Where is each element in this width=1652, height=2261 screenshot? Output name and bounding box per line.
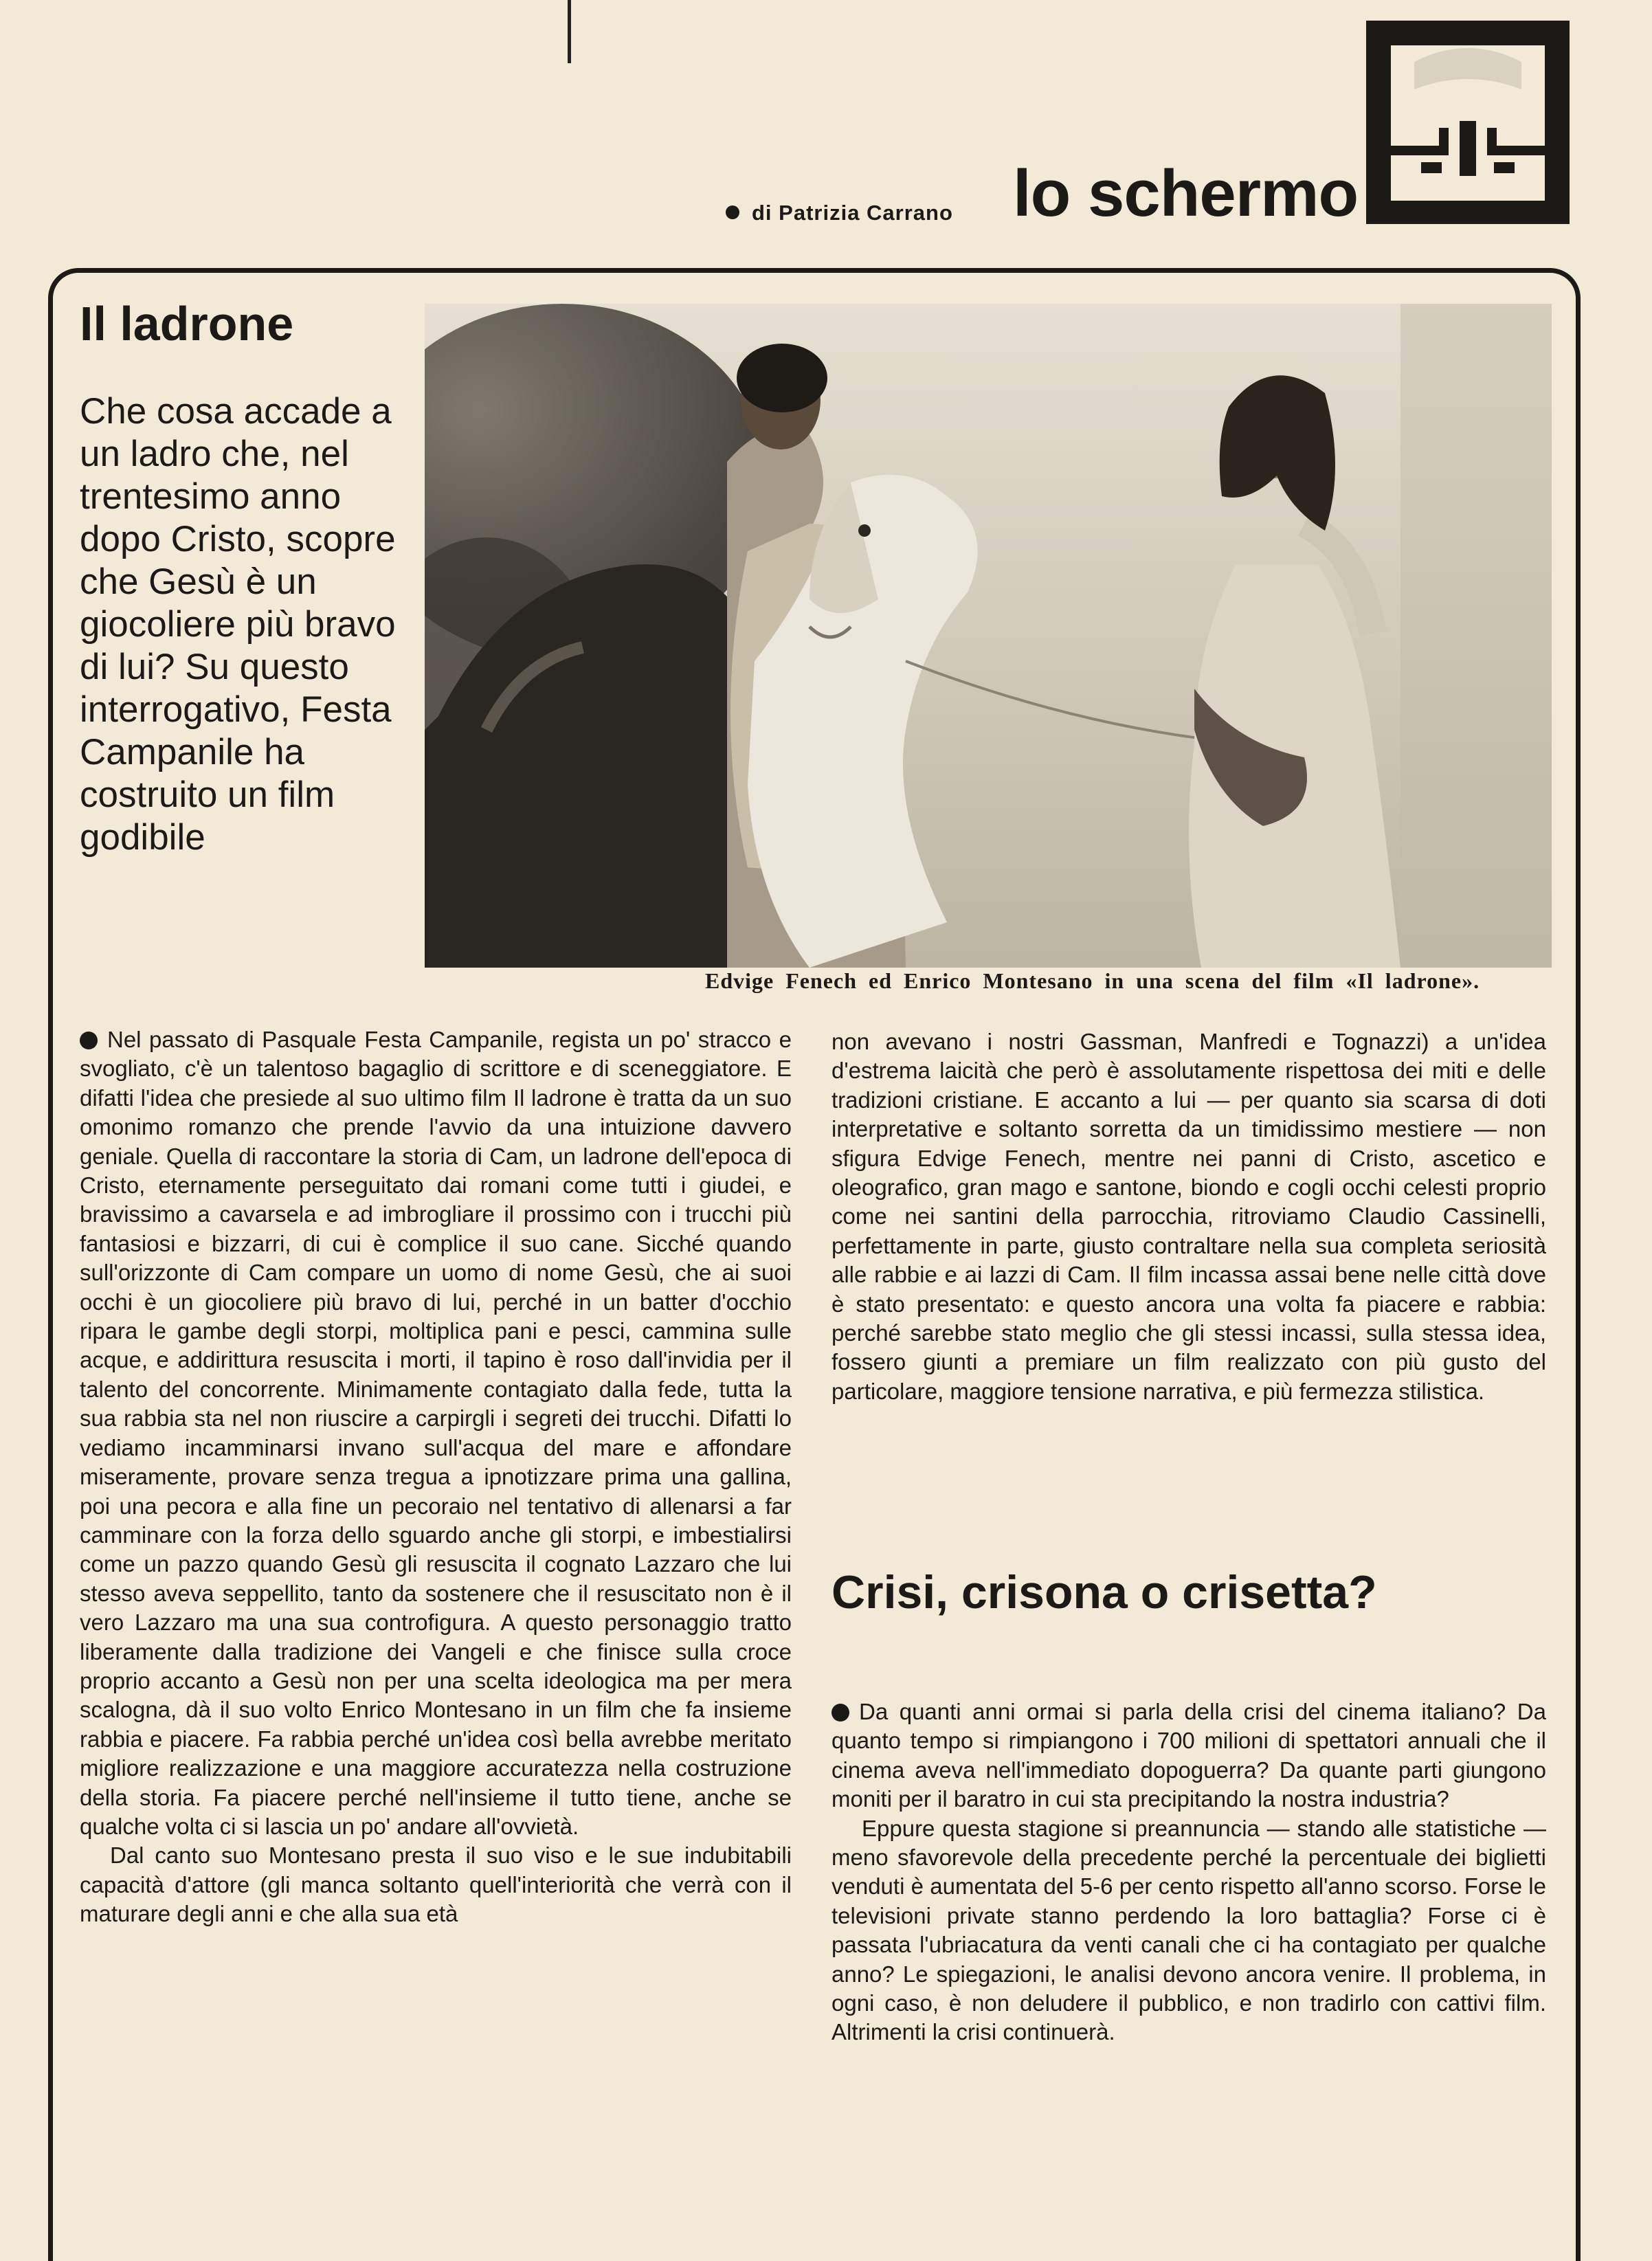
- bullet-icon: [726, 205, 739, 219]
- article-title: Il ladrone: [80, 297, 294, 350]
- photo-caption: Edvige Fenech ed Enrico Montesano in una scena del film «Il ladrone».: [705, 968, 1480, 993]
- article-column-left: [80, 1025, 792, 1929]
- article-paragraph: Eppure questa stagione si preannuncia — stando alle statistiche — meno sfavorevole della precedente perché la percentuale dei biglietti venduti è aumentata del 5-6 per cento rispetto all'anno scorso. Forse le televisioni private stanno perdendo la loro battaglia? Forse ci è passata l'ubriacatura da venti canali che ci ha contagiato per qualche anno? Le spiegazioni, le analisi devono ancora venire. Il problema, in ogni caso, è non deludere il pubblico, e non tradirlo con cattivi film. Altrimenti la crisi continuerà.: [831, 1815, 1546, 2045]
- section-title: lo schermo: [1013, 157, 1359, 230]
- film-still-photo: [425, 304, 1552, 968]
- logo-shape: [1366, 21, 1570, 224]
- second-article-body: [831, 1697, 1546, 2047]
- byline-text: di Patrizia Carrano: [752, 201, 953, 225]
- bullet-icon: [831, 1704, 849, 1722]
- article-column-right: [831, 1027, 1546, 1406]
- article-paragraph: non avevano i nostri Gassman, Manfredi e Tognazzi) a un'idea d'estrema laicità che però è assolutamente rispettosa dei miti e delle tradizioni cristiane. E accanto a lui — per quanto sia scarsa di doti interpretative e soltanto sorretta da un timidissimo mestiere — non sfigura Edvige Fenech, mentre nei panni di Cristo, ascetico e oleografico, gran mago e santone, biondo e cogli occhi celesti proprio come nei santini della parrocchia, ritroviamo Claudio Cassinelli, perfettamente in parte, giusto contraltare nella sua completa seriosità alle rabbie e ai lazzi di Cam. Il film incassa assai bene nelle città dove è stato presentato: e questo ancora una volta fa piacere e rabbia: perché sarebbe stato meglio che gli stessi incassi, sulla stessa idea, fossero giunti a premiare un film realizzato con più gusto del particolare, maggiore tensione narrativa, e più fermezza stilistica.: [831, 1029, 1546, 1404]
- article-deck: Che cosa accade a un ladro che, nel trentesimo anno dopo Cristo, scopre che Gesù è un giocoliere più bravo di lui? Su questo interrogativo, Festa Campanile ha costruito un film godibile: [80, 391, 396, 858]
- article-paragraph: Dal canto suo Montesano presta il suo viso e le sue indubitabili capacità d'attore (gli manca soltanto quell'interiorità che verrà con il maturare degli anni e che alla sua età: [80, 1842, 792, 1927]
- film-still-illustration: [425, 304, 1552, 968]
- byline: [726, 201, 953, 225]
- paragraph-text: Nel passato di Pasquale Festa Campanile, regista un po' stracco e svogliato, c'è un talentoso bagaglio di scrittore e di sceneggiatore. E difatti l'idea che presiede al suo ultimo film Il ladrone è tratta da un suo omonimo romanzo che prende l'avvio da una intuizione davvero geniale. Quella di raccontare la storia di Cam, un ladrone dell'epoca di Cristo, eternamente perseguitato dai romani come tutti i giudei, e bravissimo a cavarsela e ad imbrogliare il prossimo con i trucchi più fantasiosi e bizzarri, di cui è complice il suo cane. Sicché quando sull'orizzonte di Cam compare un uomo di nome Gesù, che ai suoi occhi è un giocoliere più bravo di lui, perché in un batter d'occhio ripara le gambe degli storpi, moltiplica pani e pesci, cammina sulle acque, e addirittura resuscita i morti, il tapino è roso dall'invidia per il talento del concorrente. Minimamente contagiato dalla fede, tutta la sua rabbia sta nel non riuscire a carpirgli i segreti dei trucchi. Difatti lo vediamo incamminarsi invano sull'acqua del mare e affondare miseramente, provare senza tregua a ipnotizzare prima una gallina, poi una pecora e alla fine un pecoraio nel tentativo di allenarsi a far camminare con la forza dello sguardo anche gli storpi, e imbestialirsi come un pazzo quando Gesù gli resuscita il cognato Lazzaro che lui stesso aveva seppellito, tanto da sostenere che il resuscitato non è il vero Lazzaro ma una sua controfigura. A questo personaggio tratto liberamente dalla tradizione dei Vangeli e che finisce sulla croce proprio accanto a Gesù non per una scelta ideologica ma per mera scalogna, dà il suo volto Enrico Montesano in un film che fa insieme rabbia e piacere. Fa rabbia perché un'idea così bella avrebbe meritato migliore realizzazione e una maggiore accuratezza nella costruzione della storia. Fa piacere perché nell'insieme il tutto tiene, anche se qualche volta ci si lascia un po' andare all'ovvietà.: [80, 1027, 792, 1839]
- paragraph-text: Da quanti anni ormai si parla della crisi del cinema italiano? Da quanto tempo si rimpiangono i 700 milioni di spettatori annuali che il cinema aveva nell'immediato dopoguerra? Da quante parti giungono moniti per il baratro in cui sta precipitando la nostra industria?: [831, 1699, 1546, 1812]
- page-fold-mark: [568, 0, 571, 63]
- article-paragraph: [831, 1697, 1546, 1814]
- second-article-title: Crisi, crisona o crisetta?: [831, 1566, 1377, 1618]
- article-paragraph: [80, 1025, 792, 1841]
- film-sprocket-logo-icon: [1366, 21, 1570, 224]
- bullet-icon: [80, 1032, 98, 1049]
